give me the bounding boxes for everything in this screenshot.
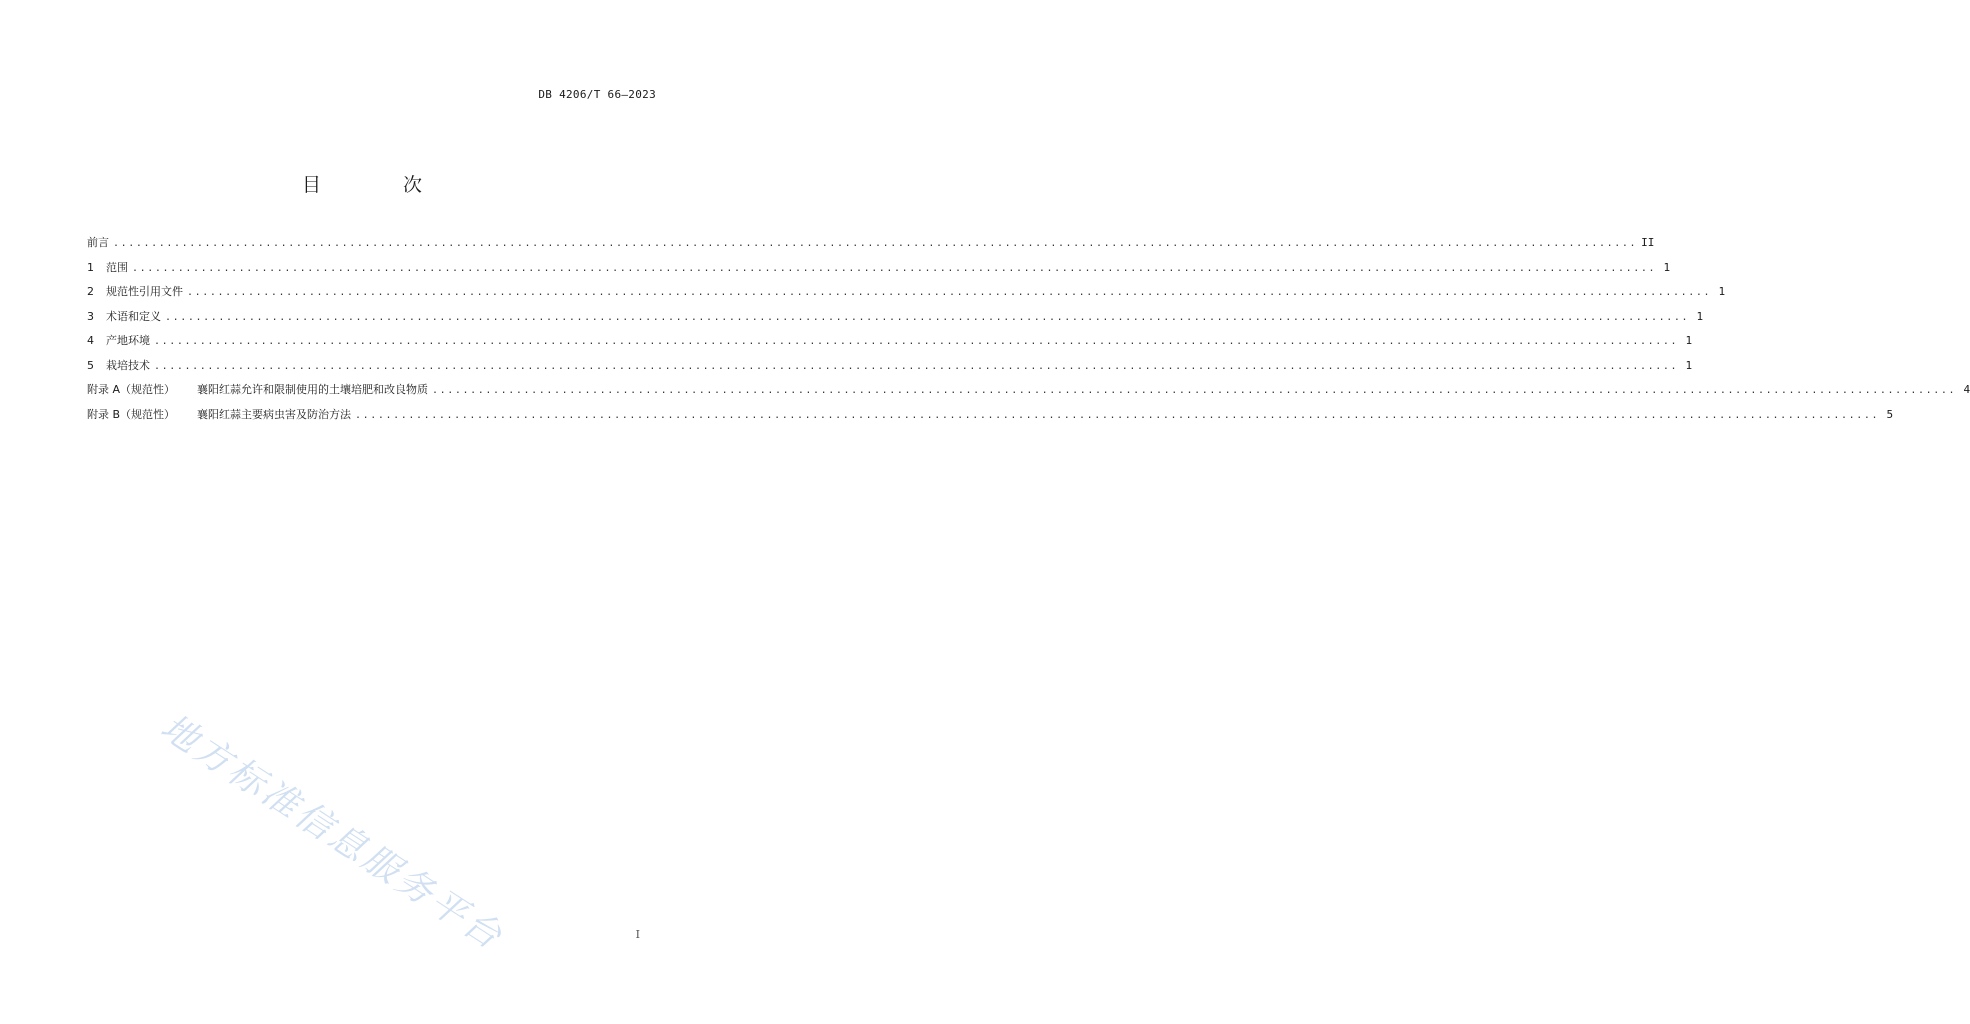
page-title: 目 次 — [301, 174, 461, 196]
toc-leader-dots: ........................................................................................................................................................................................................ — [154, 360, 1679, 372]
toc-entry-page: 1 — [1685, 334, 1693, 347]
page-number: I — [635, 928, 640, 941]
toc-entry-page: 1 — [1685, 358, 1693, 372]
toc-leader-dots: ........................................................................................................................................................................................................ — [132, 262, 1657, 274]
toc-entry-terms-definitions[interactable] — [87, 308, 1704, 333]
toc-leader-dots: ........................................................................................................................................................................................................ — [154, 336, 1679, 347]
toc-entry-page: 5 — [1886, 407, 1894, 421]
toc-entry-page: 4 — [1963, 383, 1970, 396]
toc-entry-page: 1 — [1718, 285, 1726, 298]
toc-entry-text: 范围 — [106, 260, 128, 274]
toc-entry-scope[interactable] — [87, 259, 1671, 284]
toc-leader-dots: ........................................................................................................................................................................................................ — [355, 409, 1880, 421]
document-code: DB 4206/T 66—2023 — [538, 88, 656, 101]
toc-entry-page: II — [1641, 236, 1655, 249]
toc-entry-number: 5 — [87, 358, 94, 372]
toc-entry-normative-references[interactable] — [87, 283, 1726, 308]
toc-entry-number: 3 — [87, 309, 94, 323]
toc-appendix-label: 附录 B（规范性） — [87, 407, 176, 421]
toc-entry-text: 产地环境 — [106, 334, 150, 347]
toc-entry-appendix-b[interactable] — [87, 406, 1894, 431]
toc-entry-appendix-a[interactable] — [87, 381, 1970, 406]
toc-entry-text: 前言 — [87, 236, 109, 249]
toc-entry-number: 1 — [87, 260, 94, 274]
toc-leader-dots: ........................................................................................................................................................................................................ — [165, 311, 1690, 323]
table-of-contents — [87, 234, 1970, 430]
toc-appendix-label: 附录 A（规范性） — [87, 383, 176, 396]
toc-entry-text: 襄阳红蒜主要病虫害及防治方法 — [197, 407, 352, 421]
toc-entry-page: 1 — [1696, 309, 1704, 323]
toc-entry-text: 襄阳红蒜允许和限制使用的土壤培肥和改良物质 — [197, 383, 429, 396]
toc-entry-foreword[interactable] — [87, 234, 1655, 259]
toc-leader-dots: ........................................................................................................................................................................................................ — [187, 287, 1712, 298]
toc-entry-cultivation-technique[interactable] — [87, 357, 1693, 382]
toc-entry-number: 2 — [87, 285, 94, 298]
toc-entry-text: 规范性引用文件 — [106, 285, 183, 298]
toc-entry-page: 1 — [1663, 260, 1671, 274]
toc-entry-text: 术语和定义 — [106, 309, 161, 323]
toc-leader-dots: ........................................................................................................................................................................................................ — [432, 385, 1957, 396]
toc-entry-number: 4 — [87, 334, 94, 347]
watermark: 地方标准信息服务平台 — [153, 706, 512, 959]
toc-entry-production-environment[interactable] — [87, 332, 1693, 357]
toc-entry-text: 栽培技术 — [106, 358, 150, 372]
toc-leader-dots: ........................................................................................................................................................................................................ — [113, 238, 1638, 249]
